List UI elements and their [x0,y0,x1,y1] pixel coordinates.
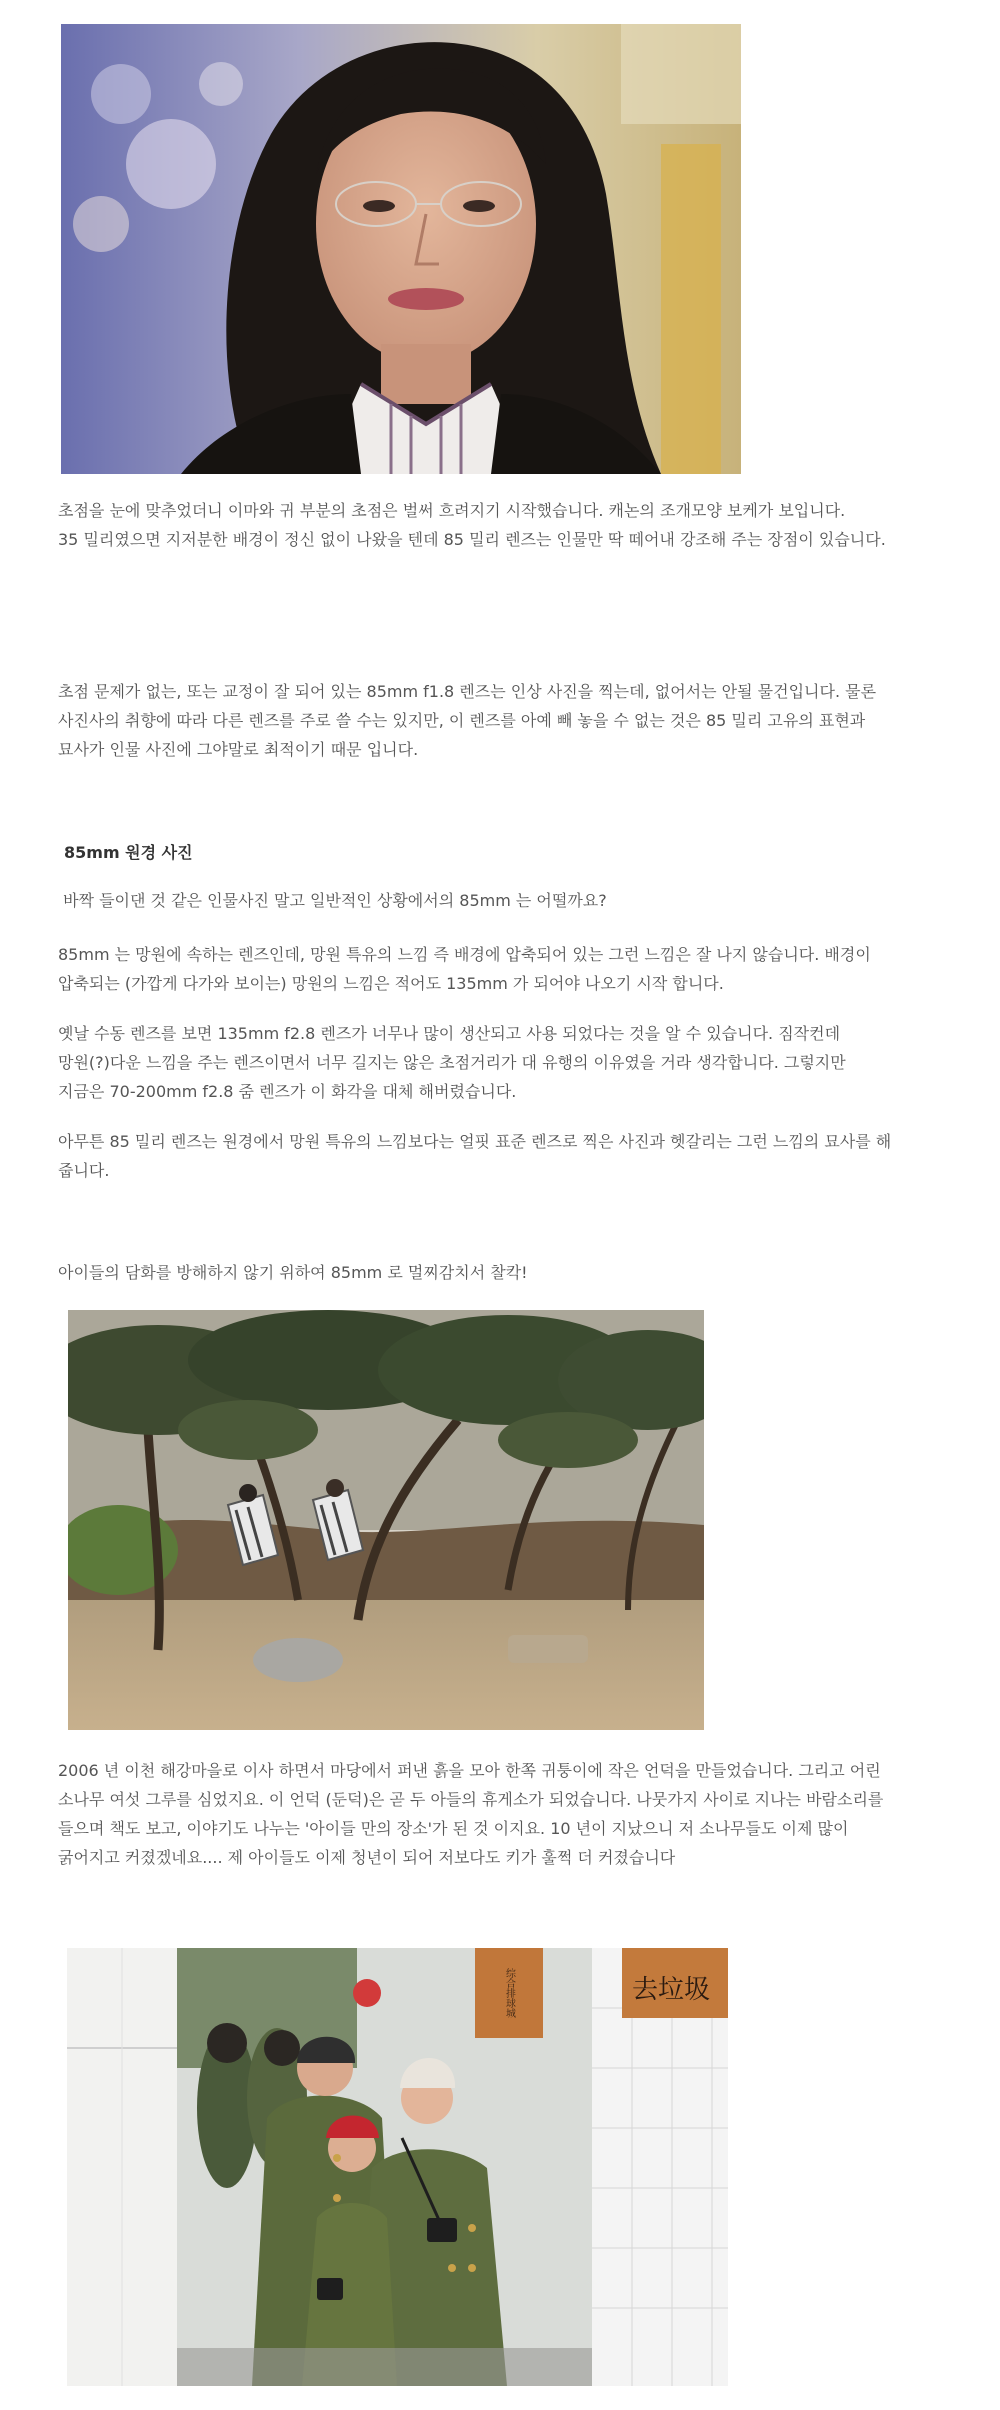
portrait-photo [61,24,741,474]
portrait-illustration [61,24,741,474]
paragraph-telephoto: 85mm 는 망원에 속하는 렌즈인데, 망원 특유의 느낌 즉 배경에 압축되어 있는 그런 느낌은 잘 나지 않습니다. 배경이 압축되는 (가깝게 다가와 보이는) 망원의 느낌은 적어도 135mm 가 되어야 나오기 시작 합니다. [58,945,871,993]
sign-text-1: 综合排球城 [503,1968,515,2018]
paragraph-haegang-story: 2006 년 이천 해강마을로 이사 하면서 마당에서 퍼낸 흙을 모아 한쪽 귀퉁이에 작은 언덕을 만들었습니다. 그리고 어린 소나무 여섯 그루를 심었지요. 이 언덕 (둔덕)은 곧 두 아들의 휴게소가 되었습니다. 나뭇가지 사이로 지나는 바람소리를 들으며 책도 보고, 이야기도 나누는 '아이들 만의 장소'가 된 것 이지요. 10 년이 지났으니 저 소나무들도 이제 많이 굵어지고 커졌겠네요.... 제 아이들도 이제 청년이 되어 저보다도 키가 훌쩍 더 커졌습니다 [58,1761,884,1867]
paragraph-85mm-portrait: 초점 문제가 없는, 또는 교정이 잘 되어 있는 85mm f1.8 렌즈는 인상 사진을 찍는데, 없어서는 안될 물건입니다. 물론 사진사의 취향에 따라 다른 렌즈를 주로 쓸 수는 있지만, 이 렌즈를 아예 빼 놓을 수 없는 것은 85 밀리 고유의 표현과 묘사가 인물 사진에 그야말로 최적이기 때문 입니다. [58,682,877,759]
paragraph-85mm-distance: 아무튼 85 밀리 렌즈는 원경에서 망원 특유의 느낌보다는 얼핏 표준 렌즈로 찍은 사진과 헷갈리는 그런 느낌의 묘사를 해 줍니다. [58,1132,892,1180]
paragraph-portrait-caption: 초점을 눈에 맞추었더니 이마와 귀 부분의 초점은 벌써 흐려지기 시작했습니다. 캐논의 조개모양 보케가 보입니다. 35 밀리였으면 지저분한 배경이 정신 없이 나왔을 텐데 85 밀리 렌즈는 인물만 딱 떼어내 강조해 주는 장점이 있습니다. [58,501,886,549]
paragraph-question: 바짝 들이댄 것 같은 인물사진 말고 일반적인 상황에서의 85mm 는 어떨까요? [58,891,607,910]
green-coats-illustration [67,1948,728,2386]
pine-hill-photo [68,1310,704,1730]
paragraph-135mm: 옛날 수동 렌즈를 보면 135mm f2.8 렌즈가 너무나 많이 생산되고 사용 되었다는 것을 알 수 있습니다. 짐작컨데 망원(?)다운 느낌을 주는 렌즈이면서 너무 길지는 않은 초점거리가 대 유행의 이유였을 거라 생각합니다. 그렇지만 지금은 70-200mm f2.8 줌 렌즈가 이 화각을 대체 해버렸습니다. [58,1024,846,1101]
section-heading: 85mm 원경 사진 [64,843,193,862]
sign-text-2: 去垃圾 [632,1975,711,2005]
green-coats-photo [67,1948,728,2386]
paragraph-kids-caption: 아이들의 담화를 방해하지 않기 위하여 85mm 로 멀찌감치서 찰칵! [58,1263,528,1282]
pine-hill-illustration [68,1310,704,1730]
